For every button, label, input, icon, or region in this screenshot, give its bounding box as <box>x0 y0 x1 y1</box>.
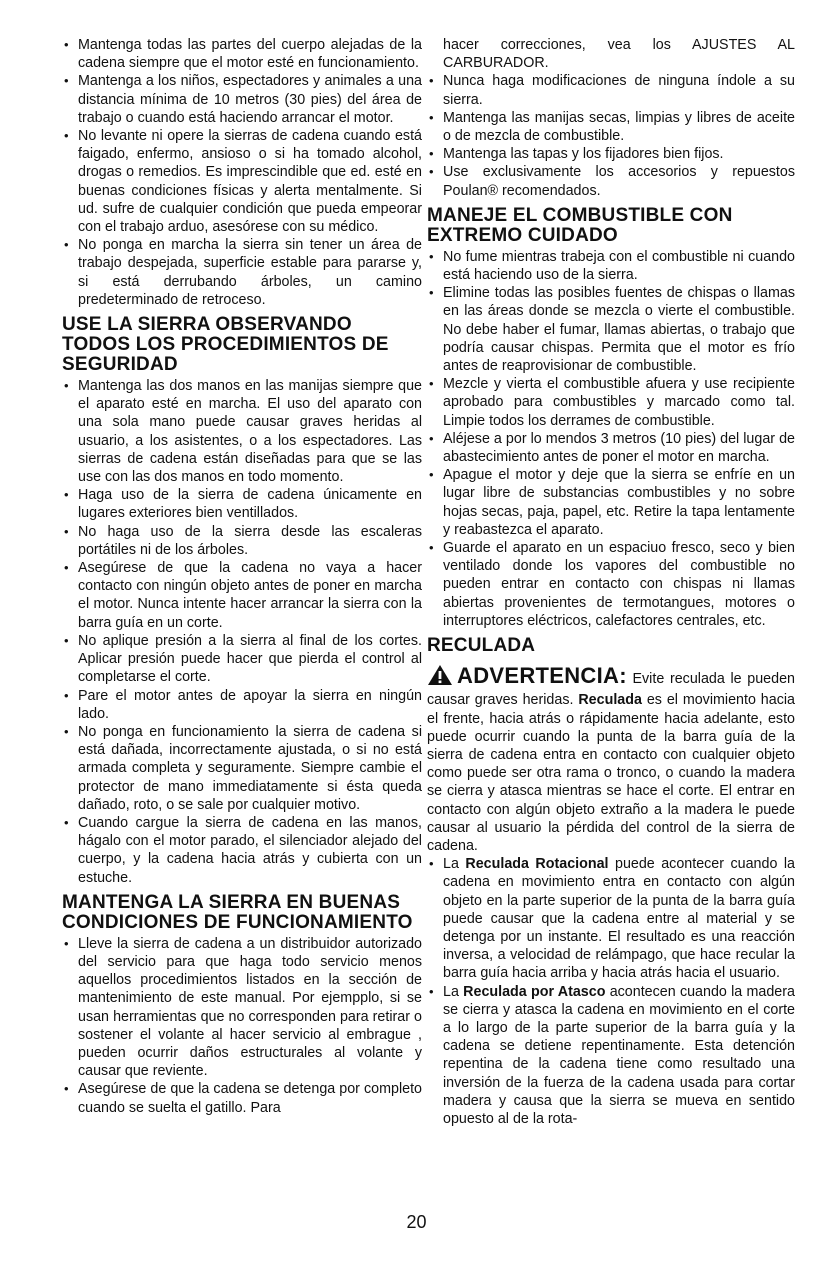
term-rotational-kickback: Reculada Rotacional <box>465 856 609 873</box>
bullet-list-safety-procedures <box>62 377 422 887</box>
bullet-list-maintenance <box>62 935 422 1117</box>
warning-body: es el movimiento hacia el frente, hacia atrás o rápidamente hacia adelante, esto puede ocurrir cuando la punta de la barra guía de la sierra de cadena entra en contacto con cualquier objeto como puede ser otra rama o tronco, o cuando la madera se cierra y atasca mientras se hace el corte. El entrar en contacto con algún objeto extraño a la madera le puede causar al usuario la pérdida del control de la sierra de cadena. <box>427 692 795 854</box>
section-heading-safety-procedures: USE LA SIERRA OBSERVANDO TODOS LOS PROCEDIMIENTOS DE SEGURIDAD <box>62 314 389 376</box>
warning-block <box>427 664 795 855</box>
list-item: • Use exclusivamente los accesorios y repuestos Poulan® recomendados. <box>427 163 795 199</box>
list-item: • No ponga en funcionamiento la sierra de cadena si está dañada, incorrectamente ajustada, o si no está armada completa y seguramente. Siempre cambie el protector de mano immediatamente si ésta queda dañado, roto, o se sale por cualquier motivo. <box>62 723 422 814</box>
right-column <box>427 36 795 1128</box>
section-heading-maintenance: MANTENGA LA SIERRA EN BUENAS CONDICIONES DE FUNCIONAMIENTO <box>62 891 413 933</box>
list-item-pinch-kickback <box>427 983 795 1129</box>
list-item: • Haga uso de la sierra de cadena únicamente en lugares exteriores bien ventillados. <box>62 486 422 522</box>
list-item: • No aplique presión a la sierra al final de los cortes. Aplicar presión puede hacer que pierda el control al completarse el corte. <box>62 632 422 687</box>
bullet-list-saw-care <box>427 72 795 199</box>
list-item-prefix: La <box>443 856 459 873</box>
list-item: • No fume mientras trabeja con el combustible ni cuando está haciendo uso de la sierra. <box>427 248 795 284</box>
list-item: • Elimine todas las posibles fuentes de chispas o llamas en las áreas donde se mezcla o vierte el combustible. No debe haber el fumar, llamas abiertas, o trabajo que podría causar chispas. Permita que el motor es frío antes de reaprovisionar de combustible. <box>427 284 795 375</box>
list-item: • Asegúrese de que la cadena no vaya a hacer contacto con ningún objeto antes de poner en marcha el motor. Nunca intente hacer arrancar la sierra con la barra guía en un corte. <box>62 559 422 632</box>
list-item-rotational-kickback <box>427 855 795 982</box>
list-item-prefix: La <box>443 983 459 1000</box>
list-item: • Pare el motor antes de apoyar la sierra en ningún lado. <box>62 687 422 723</box>
list-item: • Guarde el aparato en un espaciuo fresco, seco y bien ventilado donde los vapores del combustible no pueden entrar en contacto con chispas ni llamas abiertas provenientes de termotangues, motores o interruptores eléctricos, calefactores centrales, etc. <box>427 539 795 630</box>
list-item-text: puede acontecer cuando la cadena en movimiento entra en contacto con algún objeto en la parte superior de la punta de la barra guía puede causar que la cadena entre al material y se detenga por un instante. El resultado es una reacción inversa, a velocidad de relámpago, que hace recular la barra guía hacia arriba y hacia atrás hacia el usuario. <box>443 856 795 982</box>
list-item-text: acontecen cuando la madera se cierra y atasca la cadena en movimiento en el corte a lo largo de la parte superior de la barra guía y la cadena se detiene repentinamente. Esta detención repentina de la cadena tiene como resultado una inversión de la fuerza de la cadena usada para cortar madera y causa que la sierra se mueva en sentido opuesto al de la rota- <box>443 983 795 1127</box>
page-number: 20 <box>406 1212 427 1232</box>
list-item: • Cuando cargue la sierra de cadena en las manos, hágalo con el motor parado, el silenciador alejado del cuerpo, y la cadena hacia atrás y cubierta con un estuche. <box>62 814 422 887</box>
warning-title: ADVERTENCIA: <box>457 663 627 689</box>
list-item: • Mantenga a los niños, espectadores y animales a una distancia mínima de 10 metros (30 pies) del área de trabajo o cuando está haciendo arrancar el motor. <box>62 72 422 127</box>
list-item: • No haga uso de la sierra desde las escaleras portátiles ni de los árboles. <box>62 523 422 559</box>
list-item: • Nunca haga modificaciones de ninguna índole a su sierra. <box>427 72 795 108</box>
list-item: • Mezcle y vierta el combustible afuera y use recipiente aprobado para combustibles y marcado como tal. Limpie todos los derrames de combustible. <box>427 375 795 430</box>
term-pinch-kickback: Reculada por Atasco <box>463 983 606 1000</box>
bullet-list-kickback-types <box>427 855 795 1128</box>
list-item: • No levante ni opere la sierras de cadena cuando está faigado, enfermo, ansioso o si ha tomado alcohol, drogas o remedios. Es imprescindible que ed. esté en buenas condiciones físicas y alerta mentalmente. Si ud. sufre de cualquier condición que pueda empeorar con el trabajo arduo, asesórese con su médico. <box>62 127 422 236</box>
section-heading-kickback: RECULADA <box>427 635 536 657</box>
list-item: • Apague el motor y deje que la sierra se enfríe en un lugar libre de substancias combustibles y no sobre hojas secas, paja, papel, etc. Retire la tapa lentamente y reabastezca el aparato. <box>427 466 795 539</box>
warning-intro: Evite reculada le pueden causar graves heridas. <box>427 671 795 709</box>
section-heading-fuel: MANEJE EL COMBUSTIBLE CON EXTREMO CUIDADO <box>427 204 733 246</box>
list-item: • No ponga en marcha la sierra sin tener un área de trabajo despejada, superficie estable para pararse y, si está derrubando árboles, un camino predeterminado de retroceso. <box>62 236 422 309</box>
warning-triangle-icon <box>427 664 453 691</box>
list-item: • Mantenga las manijas secas, limpias y libres de aceite o de mezcla de combustible. <box>427 109 795 145</box>
list-item: • Asegúrese de que la cadena se detenga por completo cuando se suelta el gatillo. Para <box>62 1080 422 1116</box>
continuation-paragraph: hacer correcciones, vea los AJUSTES AL CARBURADOR. <box>443 37 795 72</box>
list-item: • Mantenga las dos manos en las manijas siempre que el aparato esté en marcha. El uso del aparato con una sola mano puede causar graves heridas al usuario, a los asistentes, o a los espectadores. Las sierras de cadena están diseñadas para que se las use con las dos manos en todo momento. <box>62 377 422 486</box>
left-column <box>62 36 422 1117</box>
list-item: • Mantenga todas las partes del cuerpo alejadas de la cadena siempre que el motor esté en funcionamiento. <box>62 36 422 72</box>
list-item: • Mantenga las tapas y los fijadores bien fijos. <box>427 145 795 163</box>
list-item: • Aléjese a por lo mendos 3 metros (10 pies) del lugar de abastecimiento antes de poner el motor en marcha. <box>427 430 795 466</box>
list-item: • Lleve la sierra de cadena a un distribuidor autorizado del servicio para que haga todo servicio menos aquellos procedimientos listados en la sección de mantenimiento de este manual. Por ejempplo, si se usan herramientas que no corresponden para retirar o sostener el volante al hacer servicio al embrague , pueden ocurrir daños estructurales al volante y causar que reviente. <box>62 935 422 1081</box>
bullet-list-body-safety <box>62 36 422 309</box>
bullet-list-fuel <box>427 248 795 630</box>
warning-term-kickback: Reculada <box>578 692 642 709</box>
